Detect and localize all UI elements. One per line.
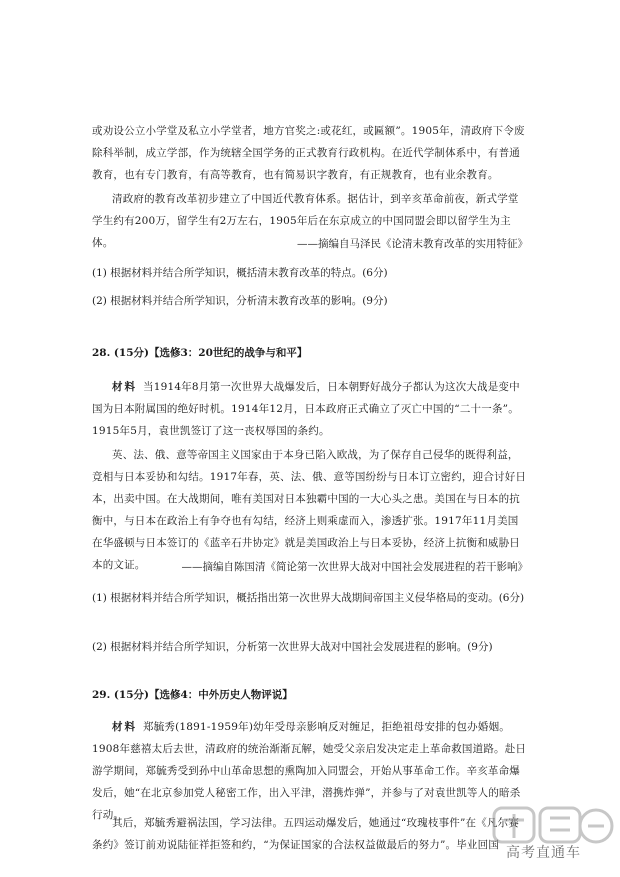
q28-question-1: (1) 根据材料并结合所学知识，概括指出第一次世界大战期间帝国主义侵华格局的变动。(6分) bbox=[92, 592, 525, 604]
q27-paragraph-1: 或劝设公立小学堂及私立小学堂者，地方官奖之:或花红，或匾额”。1905年，清政府下令废除科举制，成立学部，作为统辖全国学务的正式教育行政机构。在近代学制体系中，有普通教育，也有专门教育，有高等教育，也有简易识字教育，有正规教育，也有业余教育。 bbox=[92, 125, 525, 181]
q28-question-2: (2) 根据材料并结合所学知识，分析第一次世界大战对中国社会发展进程的影响。(9分) bbox=[92, 641, 493, 653]
q28-paragraph-2: 英、法、俄、意等帝国主义国家由于本身已陷入欧战，为了保存自己侵华的既得利益，竞相与日本妥协和勾结。1917年春，英、法、俄、意等国纷纷与日本订立密约，迎合讨好日本，出卖中国。在大战期间，唯有美国对日本独霸中国的一大心头之患。美国在与日本的抗衡中，与日本在政治上有争夺也有勾结，经济上则乘虚而入，渗透扩张。1917年11月美国在华盛顿与日本签订的《蓝辛石井协定》就是美国政治上与日本妥协，经济上抗衡和威胁日本的文证。 bbox=[92, 449, 527, 571]
q28-source: ——摘编自陈国清《简论第一次世界大战对中国社会发展进程的若干影响》 bbox=[181, 561, 528, 573]
q28-material-label: 材料 bbox=[112, 381, 137, 393]
q27-question-1: (1) 根据材料并结合所学知识，概括清末教育改革的特点。(6分) bbox=[92, 267, 388, 279]
q28-paragraph-1 bbox=[92, 376, 528, 442]
watermark-text: 高考直通车 bbox=[506, 845, 581, 861]
q29-heading: 29. (15分)【选修4：中外历史人物评说】 bbox=[92, 689, 293, 701]
q29-paragraph-1 bbox=[92, 716, 528, 826]
q28-paragraph-1-text: 当1914年8月第一次世界大战爆发后，日本朝野好战分子都认为这次大战是变中国为日本附属国的绝好时机。1914年12月，日本政府正式确立了灭亡中国的“二十一条”。1915年5月，袁世凯签订了这一丧权辱国的条约。 bbox=[92, 381, 520, 437]
q29-paragraph-1-text: 郑毓秀(1891-1959年)幼年受母亲影响反对缠足，拒绝祖母安排的包办婚姻。1908年慈禧太后去世，清政府的统治渐渐瓦解，她受父亲启发决定走上革命救国道路。赴日游学期间，郑毓秀受到孙中山革命思想的熏陶加入同盟会，开始从事革命工作。辛亥革命爆发后，她“在北京参加党人秘密工作，出入平津，潜携炸弹”，并参与了对袁世凯等人的暗杀行动。 bbox=[92, 721, 527, 821]
q29-material-label: 材料 bbox=[112, 721, 137, 733]
q27-source: ——摘编自马泽民《论清末教育改革的实用特征》 bbox=[297, 238, 528, 250]
q28-heading: 28. (15分)【选修3：20世纪的战争与和平】 bbox=[92, 347, 308, 359]
q29-paragraph-2: 其后，郑毓秀避祸法国，学习法律。五四运动爆发后，她通过“玫瑰枝事件”在《凡尔赛条约》签订前劝说陆征祥拒签和约，“为保证国家的合法权益做最后的努力”。毕业回国 bbox=[92, 817, 520, 851]
q27-question-2: (2) 根据材料并结合所学知识，分析清末教育改革的影响。(9分) bbox=[92, 295, 388, 307]
q27-paragraph-2: 清政府的教育改革初步建立了中国近代教育体系。据估计，到辛亥革命前夜，新式学堂学生约有200万，留学生有2万左右，1905年后在东京成立的中国同盟会即以留学生为主体。 bbox=[92, 193, 519, 249]
